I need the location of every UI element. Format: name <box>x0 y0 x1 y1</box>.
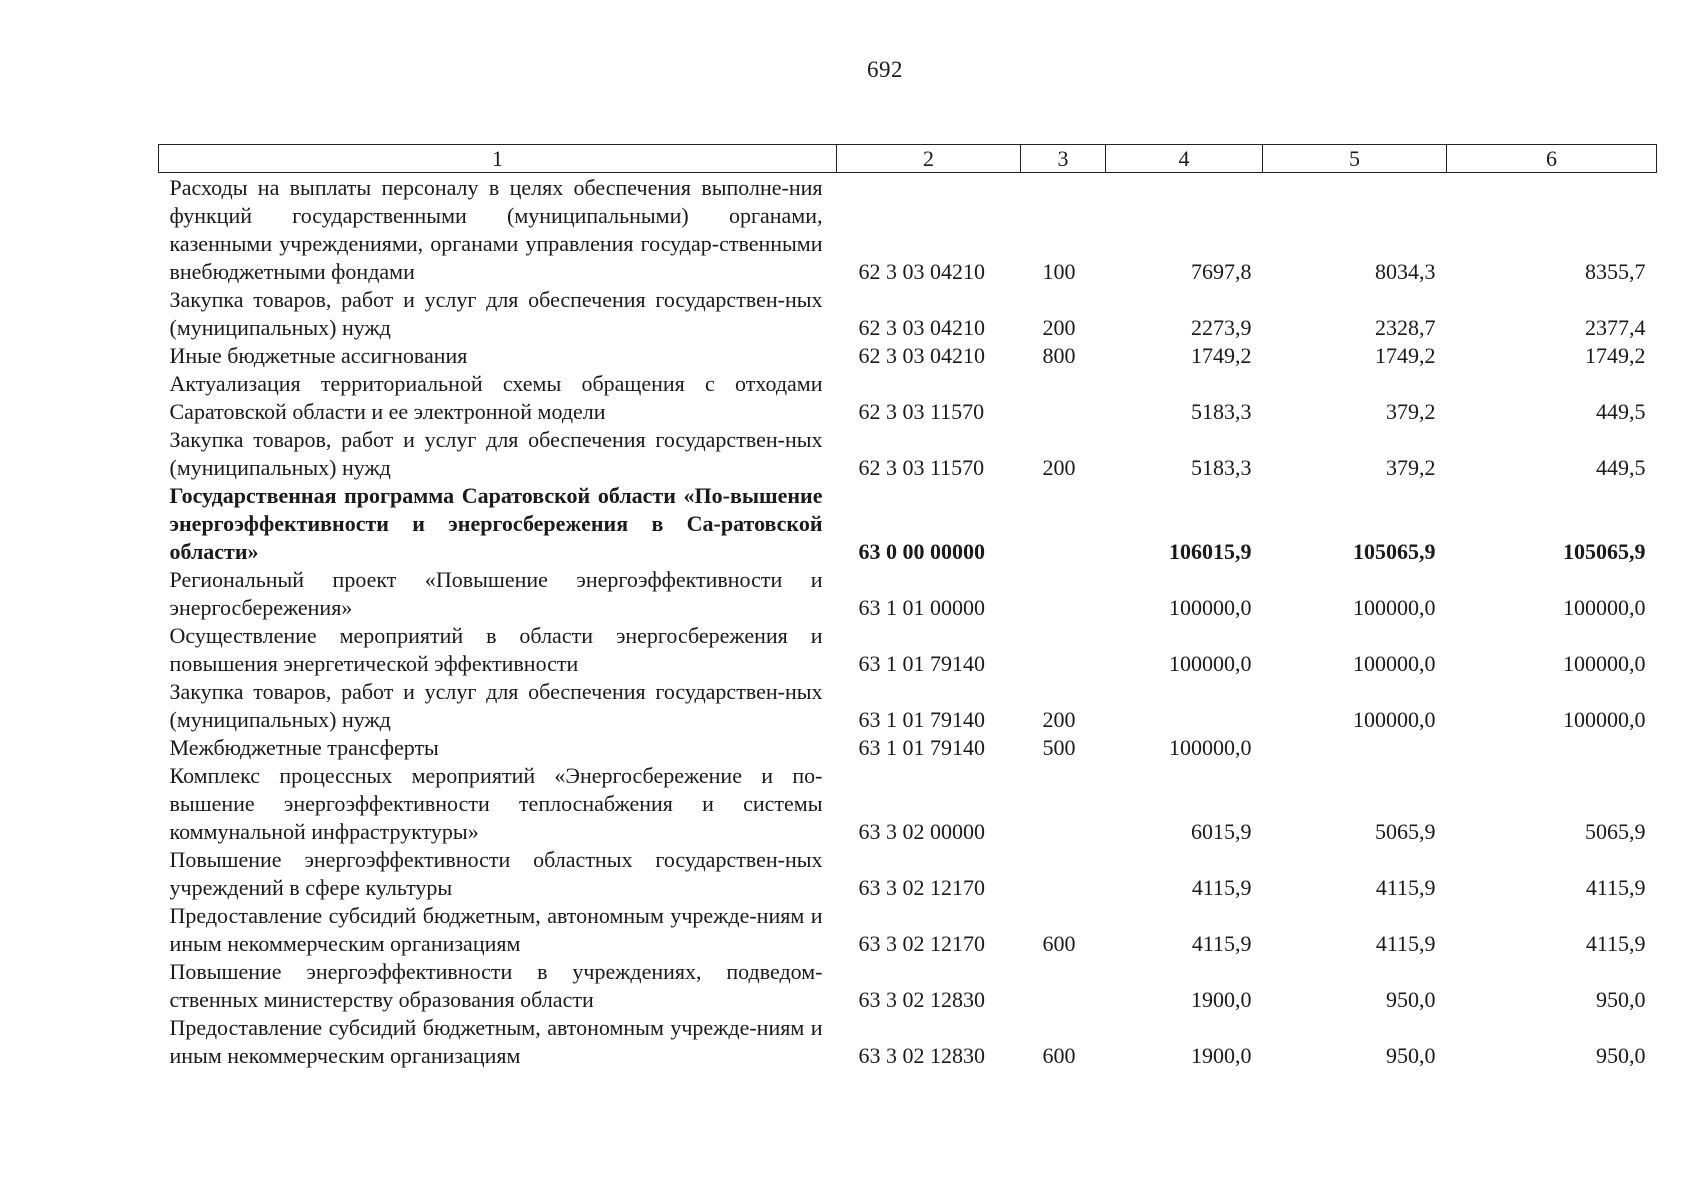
row-type-cell: 100 <box>1042 259 1076 284</box>
row-value-col4-cell: 100000,0 <box>1169 651 1252 676</box>
row-name-cell: Предоставление субсидий бюджетным, автономным учрежде-ниям и иным некоммерческим организациям <box>169 1015 823 1068</box>
table-row <box>159 1014 1657 1070</box>
table-row <box>159 622 1657 678</box>
row-value-col4-cell: 1900,0 <box>1191 987 1252 1012</box>
row-value-col5-cell: 105065,9 <box>1353 539 1436 564</box>
row-value-col5-cell: 5065,9 <box>1375 819 1436 844</box>
table-row <box>159 482 1657 566</box>
row-type-cell <box>1021 846 1106 902</box>
row-value-col6-cell: 100000,0 <box>1563 651 1646 676</box>
row-value-col5-cell: 1749,2 <box>1375 343 1436 368</box>
table-body <box>159 173 1657 1071</box>
row-value-col4-cell: 1749,2 <box>1191 343 1252 368</box>
row-value-col6-cell: 2377,4 <box>1585 315 1646 340</box>
row-value-col6-cell <box>1447 734 1657 762</box>
row-code-cell: 62 3 03 11570 <box>858 399 985 424</box>
row-value-col4-cell: 4115,9 <box>1191 931 1252 956</box>
table-row <box>159 370 1657 426</box>
header-row <box>159 145 1657 173</box>
row-code-cell: 63 0 00 00000 <box>858 539 985 564</box>
row-value-col5-cell: 8034,3 <box>1375 259 1436 284</box>
row-value-col6-cell: 4115,9 <box>1585 875 1646 900</box>
header-col-4: 4 <box>1106 145 1263 173</box>
header-col-1: 1 <box>159 145 837 173</box>
row-type-cell: 200 <box>1042 315 1076 340</box>
row-value-col6-cell: 950,0 <box>1596 987 1646 1012</box>
table-row <box>159 678 1657 734</box>
row-name-cell: Осуществление мероприятий в области энергосбережения и повышения энергетической эффективности <box>169 623 823 676</box>
row-value-col6-cell: 100000,0 <box>1563 707 1646 732</box>
row-code-cell: 62 3 03 04210 <box>858 259 985 284</box>
table-row <box>159 342 1657 370</box>
row-value-col5-cell <box>1263 734 1447 762</box>
row-code-cell: 63 3 02 12170 <box>858 875 985 900</box>
row-value-col6-cell: 100000,0 <box>1563 595 1646 620</box>
row-value-col4-cell: 7697,8 <box>1191 259 1252 284</box>
row-value-col4-cell <box>1106 678 1263 734</box>
row-value-col5-cell: 4115,9 <box>1375 931 1436 956</box>
row-value-col5-cell: 379,2 <box>1386 455 1436 480</box>
header-col-3: 3 <box>1021 145 1106 173</box>
row-value-col4-cell: 100000,0 <box>1169 735 1252 760</box>
row-name-cell: Государственная программа Саратовской области «По-вышение энергоэффективности и энергосбережения в Са-ратовской области» <box>169 483 823 564</box>
row-name-cell: Иные бюджетные ассигнования <box>169 343 468 368</box>
budget-table <box>158 144 1657 1070</box>
row-type-cell <box>1021 958 1106 1014</box>
row-name-cell: Комплекс процессных мероприятий «Энергосбережение и по-вышение энергоэффективности теплоснабжения и системы коммунальной инфраструктуры» <box>169 763 823 844</box>
row-code-cell: 63 1 01 00000 <box>858 595 985 620</box>
row-code-cell: 62 3 03 04210 <box>858 343 985 368</box>
row-type-cell <box>1021 622 1106 678</box>
row-value-col6-cell: 1749,2 <box>1585 343 1646 368</box>
row-code-cell: 63 3 02 12830 <box>858 1043 985 1068</box>
table-row <box>159 958 1657 1014</box>
table-row <box>159 846 1657 902</box>
row-type-cell: 500 <box>1042 735 1076 760</box>
row-value-col6-cell: 449,5 <box>1596 399 1646 424</box>
row-value-col6-cell: 950,0 <box>1596 1043 1646 1068</box>
header-col-5: 5 <box>1263 145 1447 173</box>
row-code-cell: 63 3 02 00000 <box>858 819 985 844</box>
row-type-cell <box>1021 566 1106 622</box>
row-value-col4-cell: 4115,9 <box>1191 875 1252 900</box>
row-value-col4-cell: 5183,3 <box>1191 455 1252 480</box>
row-code-cell: 62 3 03 11570 <box>858 455 985 480</box>
row-name-cell: Региональный проект «Повышение энергоэффективности и энергосбережения» <box>169 567 823 620</box>
row-value-col5-cell: 950,0 <box>1386 987 1436 1012</box>
row-type-cell: 600 <box>1042 931 1076 956</box>
row-value-col5-cell: 2328,7 <box>1375 315 1436 340</box>
row-value-col5-cell: 950,0 <box>1386 1043 1436 1068</box>
row-value-col4-cell: 1900,0 <box>1191 1043 1252 1068</box>
row-code-cell: 63 3 02 12170 <box>858 931 985 956</box>
table-row <box>159 173 1657 287</box>
row-value-col4-cell: 6015,9 <box>1191 819 1252 844</box>
row-name-cell: Повышение энергоэффективности областных государствен-ных учреждений в сфере культуры <box>169 847 823 900</box>
row-type-cell <box>1021 370 1106 426</box>
row-value-col6-cell: 5065,9 <box>1585 819 1646 844</box>
row-type-cell <box>1021 482 1106 566</box>
row-value-col5-cell: 100000,0 <box>1353 595 1436 620</box>
row-value-col5-cell: 100000,0 <box>1353 651 1436 676</box>
row-value-col6-cell: 8355,7 <box>1585 259 1646 284</box>
row-value-col6-cell: 449,5 <box>1596 455 1646 480</box>
header-col-2: 2 <box>837 145 1021 173</box>
row-code-cell: 63 1 01 79140 <box>858 651 985 676</box>
row-name-cell: Закупка товаров, работ и услуг для обеспечения государствен-ных (муниципальных) нужд <box>169 679 823 732</box>
row-name-cell: Актуализация территориальной схемы обращения с отходами Саратовской области и ее электронной модели <box>169 371 823 424</box>
row-name-cell: Предоставление субсидий бюджетным, автономным учрежде-ниям и иным некоммерческим организациям <box>169 903 823 956</box>
header-col-6: 6 <box>1447 145 1657 173</box>
row-name-cell: Закупка товаров, работ и услуг для обеспечения государствен-ных (муниципальных) нужд <box>169 287 823 340</box>
row-type-cell: 600 <box>1042 1043 1076 1068</box>
row-value-col6-cell: 4115,9 <box>1585 931 1646 956</box>
table-row <box>159 734 1657 762</box>
row-value-col5-cell: 4115,9 <box>1375 875 1436 900</box>
row-code-cell: 63 1 01 79140 <box>858 707 985 732</box>
row-name-cell: Повышение энергоэффективности в учреждениях, подведом-ственных министерству образования области <box>169 959 823 1012</box>
table-header <box>159 145 1657 173</box>
row-value-col4-cell: 106015,9 <box>1169 539 1252 564</box>
row-type-cell: 200 <box>1042 707 1076 732</box>
row-value-col5-cell: 379,2 <box>1386 399 1436 424</box>
budget-table-container <box>158 144 1656 1070</box>
row-value-col4-cell: 2273,9 <box>1191 315 1252 340</box>
row-value-col4-cell: 5183,3 <box>1191 399 1252 424</box>
row-name-cell: Расходы на выплаты персоналу в целях обеспечения выполне-ния функций государственными (муниципальными) органами, казенными учреждениями, органами управления государ-ственными внебюджетными фондами <box>169 175 823 284</box>
table-row <box>159 286 1657 342</box>
row-type-cell: 800 <box>1042 343 1076 368</box>
row-name-cell: Межбюджетные трансферты <box>169 735 439 760</box>
row-code-cell: 63 1 01 79140 <box>858 735 985 760</box>
row-name-cell: Закупка товаров, работ и услуг для обеспечения государствен-ных (муниципальных) нужд <box>169 427 823 480</box>
table-row <box>159 902 1657 958</box>
row-value-col4-cell: 100000,0 <box>1169 595 1252 620</box>
table-row <box>159 566 1657 622</box>
row-type-cell: 200 <box>1042 455 1076 480</box>
row-value-col6-cell: 105065,9 <box>1563 539 1646 564</box>
row-type-cell <box>1021 762 1106 846</box>
row-value-col5-cell: 100000,0 <box>1353 707 1436 732</box>
row-code-cell: 62 3 03 04210 <box>858 315 985 340</box>
page-number: 692 <box>867 57 903 82</box>
table-row <box>159 426 1657 482</box>
row-code-cell: 63 3 02 12830 <box>858 987 985 1012</box>
table-row <box>159 762 1657 846</box>
